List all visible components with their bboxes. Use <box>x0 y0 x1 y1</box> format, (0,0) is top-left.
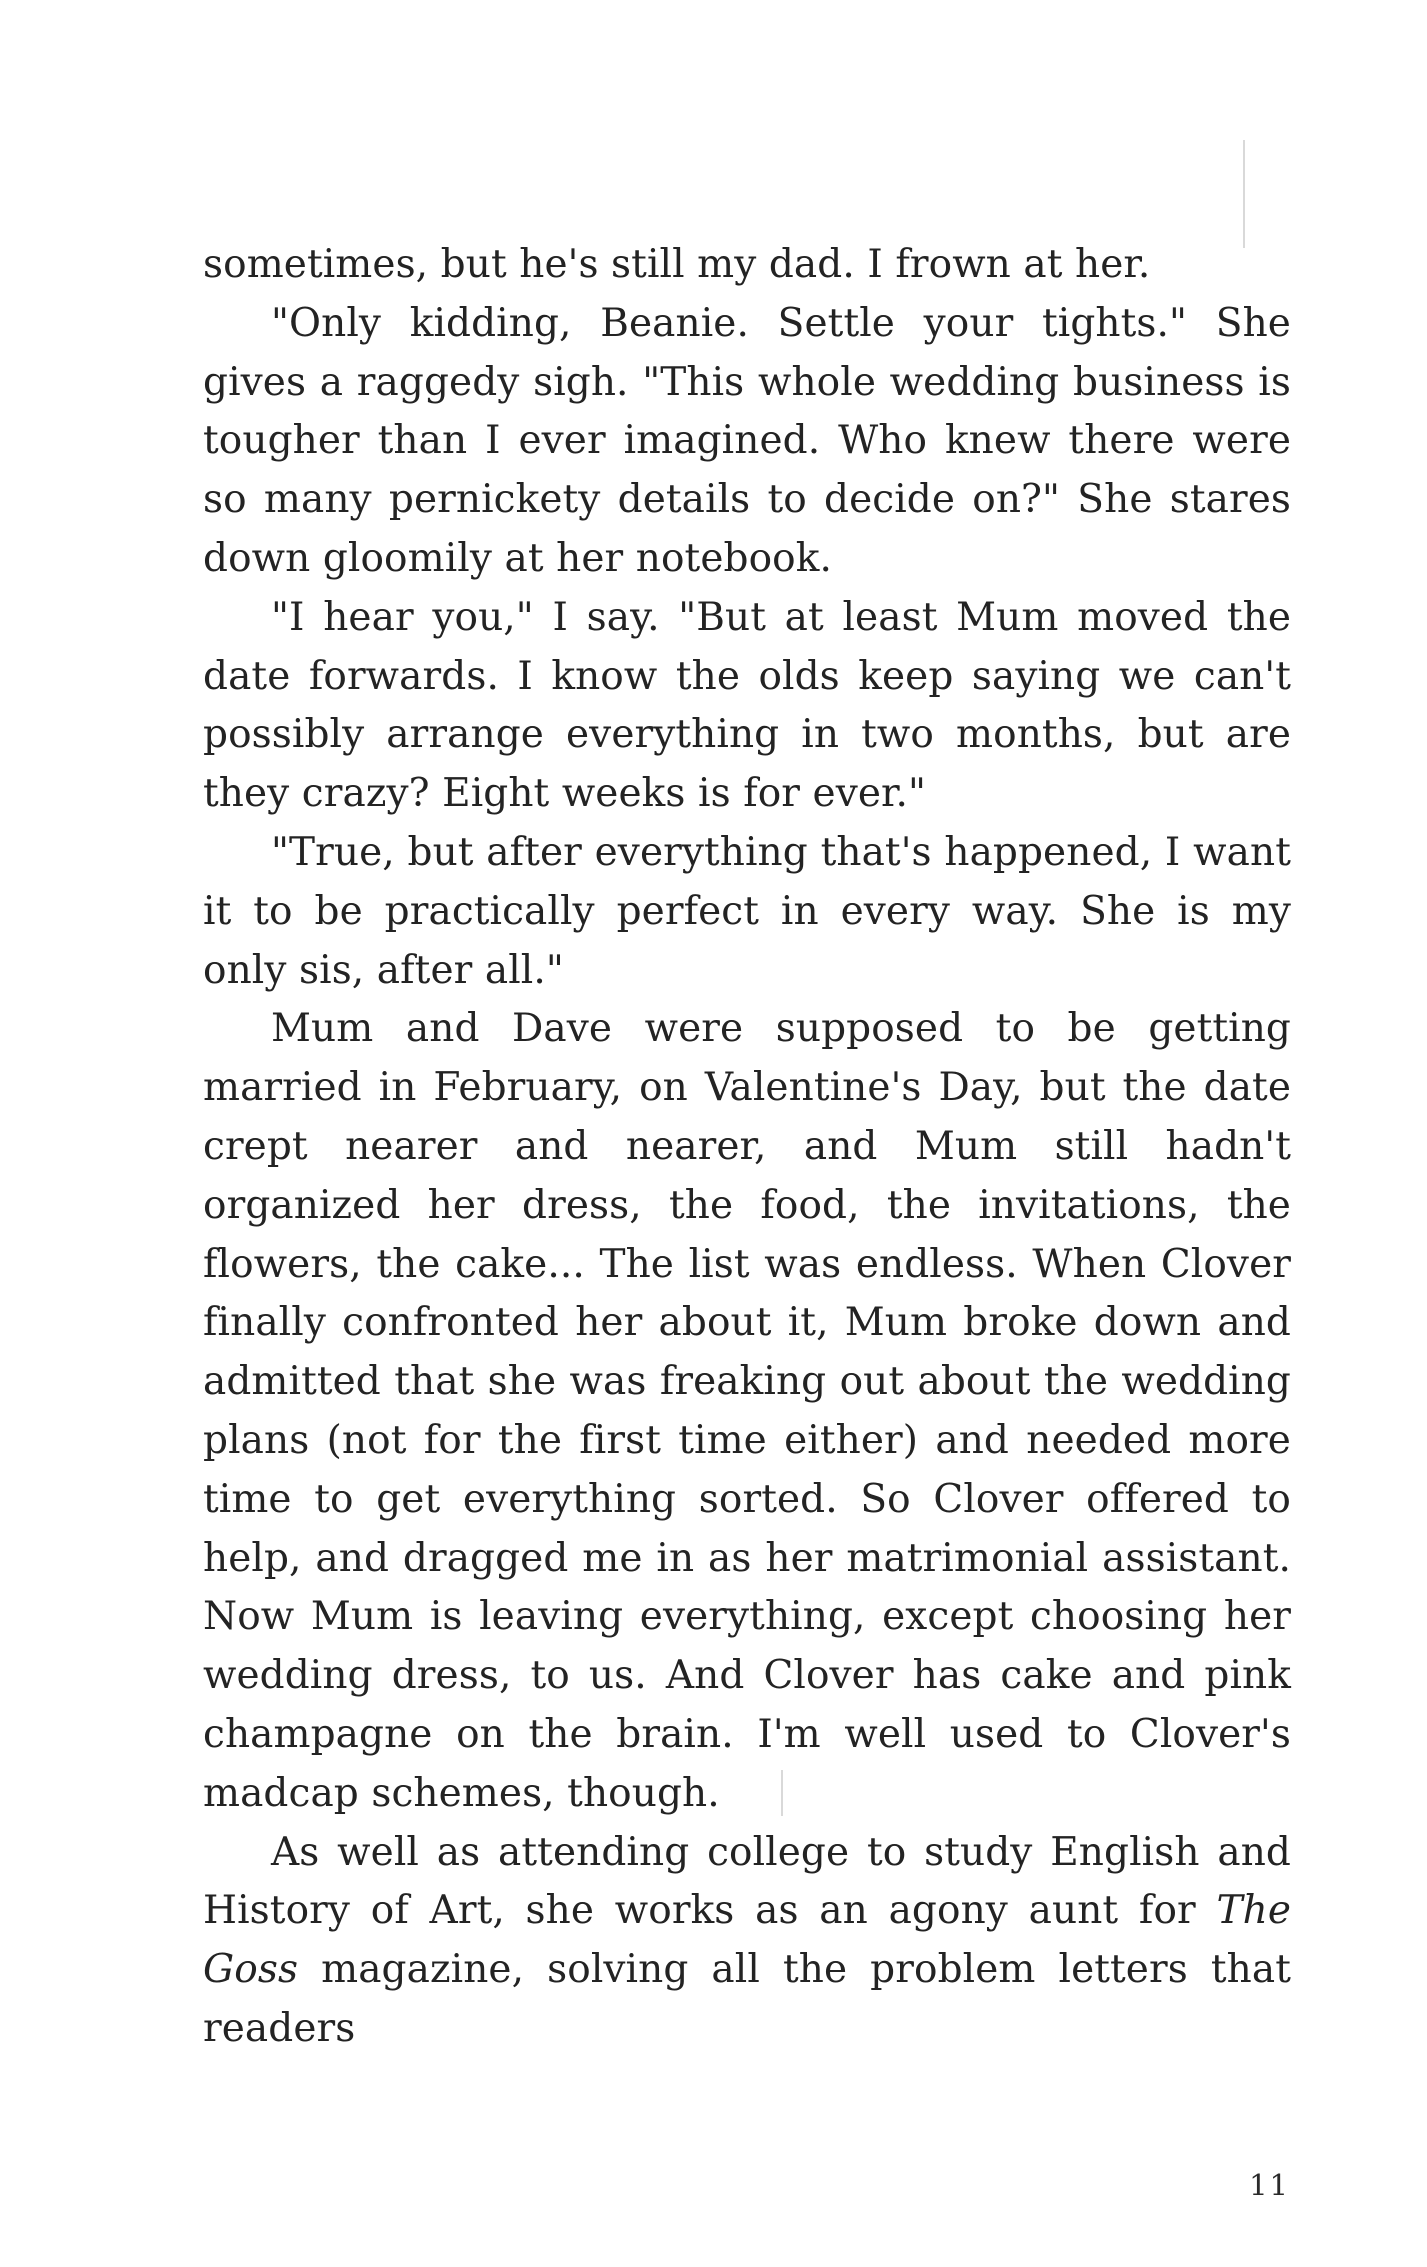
magazine-title: The Goss <box>203 1888 1291 1993</box>
scan-mark-top <box>1243 140 1245 248</box>
paragraph-6-text-after: magazine, solving all the problem letters that readers <box>203 1947 1291 2051</box>
paragraph-3: "I hear you," I say. "But at least Mum moved the date forwards. I know the olds keep saying we can't possibly arrange everything in two months, but are they crazy? Eight weeks is for ever." <box>203 594 1291 817</box>
paragraph-1: sometimes, but he's still my dad. I frown at her. <box>203 242 1151 287</box>
page-number: 11 <box>1249 2168 1290 2202</box>
paragraph-6 <box>203 1824 1291 2059</box>
paragraph-2: "Only kidding, Beanie. Settle your tights." She gives a raggedy sigh. "This whole wedding business is tougher than I ever imagined. Who knew there were so many pernickety details to decide on?" She stares down gloomily at her notebook. <box>203 300 1291 581</box>
paragraph-4: "True, but after everything that's happened, I want it to be practically perfect in every way. She is my only sis, after all." <box>203 829 1291 993</box>
paragraph-5: Mum and Dave were supposed to be getting married in February, on Valentine's Day, but the date crept nearer and nearer, and Mum still hadn't organized her dress, the food, the invitations, the flowers, the cake... The list was endless. When Clover finally confronted her about it, Mum broke down and admitted that she was freaking out about the wedding plans (not for the first time either) and needed more time to get everything sorted. So Clover offered to help, and dragged me in as her matrimonial assistant. Now Mum is leaving everything, except choosing her wedding dress, to us. And Clover has cake and pink champagne on the brain. I'm well used to Clover's madcap schemes, though. <box>203 1006 1291 1816</box>
body-text <box>203 236 1291 2059</box>
paragraph-6-text-before: As well as attending college to study English and History of Art, she works as an agony aunt for <box>203 1829 1291 1934</box>
